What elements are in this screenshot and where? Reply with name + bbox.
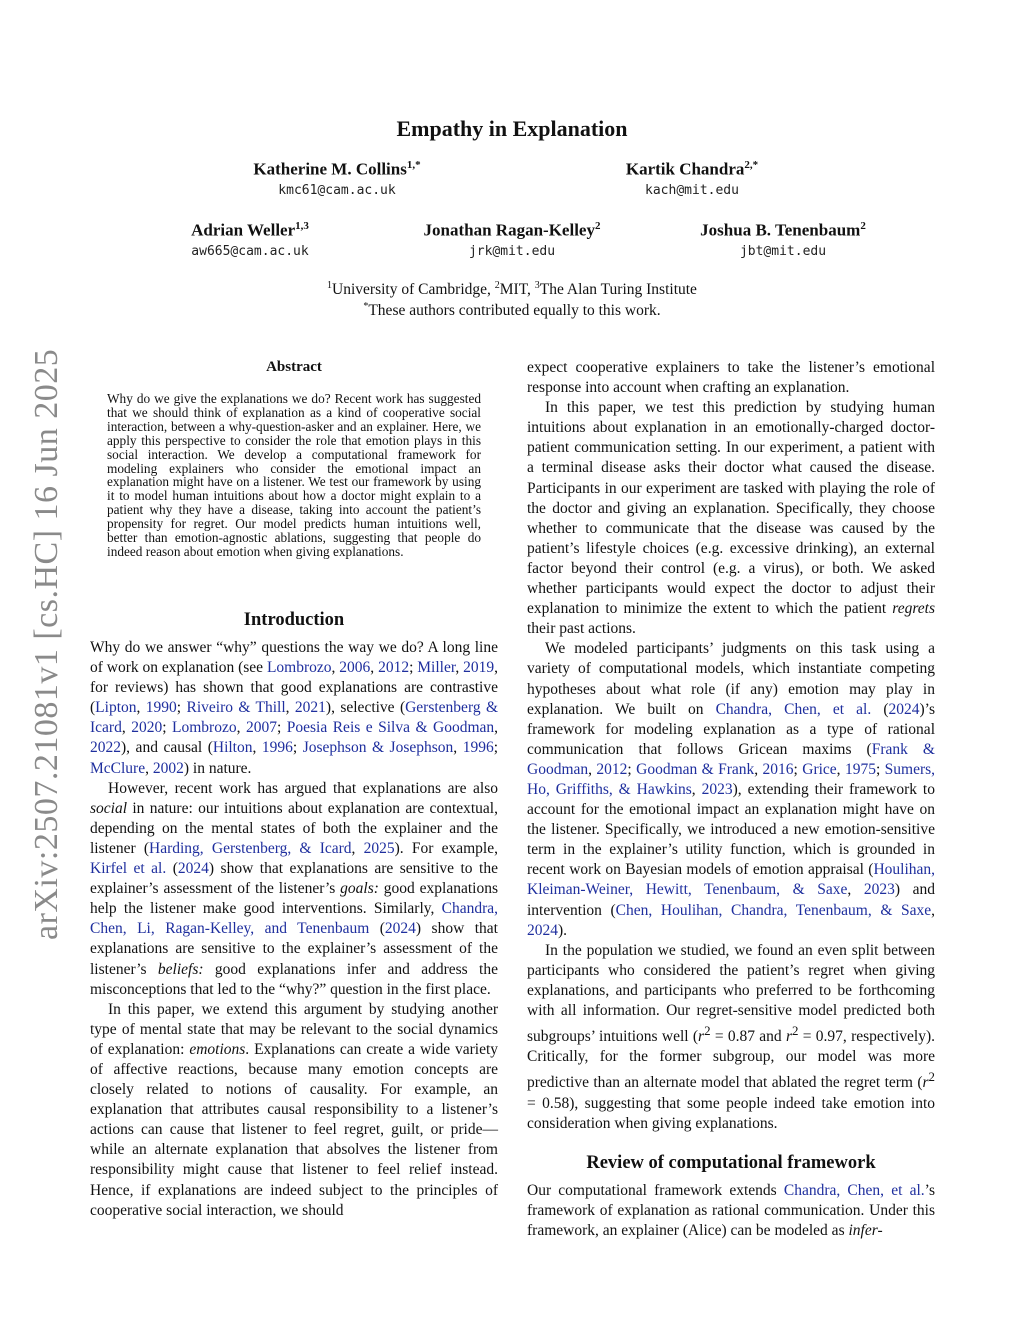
author-ragan-kelley	[397, 220, 627, 259]
emphasis: beliefs:	[157, 960, 204, 978]
affiliations	[0, 280, 1024, 299]
citation-link[interactable]: 2016	[762, 760, 794, 778]
text: . Explanations can create a wide variety of affective reactions, because many emotion concepts are closely related to notions of causality. For example, an explanation that attributes causal responsibility to a listener’s actions can cause that listener to feel regret, guilt, or pride—while an alternate explanation that absolves the listener from responsibility might cause that listener to feel relief instead. Hence, if explanations are indeed subject to the principles of cooperative social interaction, we should	[90, 1040, 499, 1219]
right-paragraph-2	[527, 398, 935, 639]
citation-link[interactable]: 2024	[384, 920, 416, 938]
citation-link[interactable]: 2007	[245, 719, 277, 737]
affil-text: The Alan Turing Institute	[539, 281, 697, 299]
text: ,	[136, 699, 146, 717]
right-paragraph-3	[527, 639, 935, 940]
text: ,	[494, 719, 499, 737]
text: ,	[331, 659, 340, 677]
author-name: Jonathan Ragan-Kelley	[423, 220, 595, 240]
author-collins	[232, 159, 442, 198]
affil-text: MIT,	[499, 281, 535, 299]
citation-link[interactable]: Lombrozo	[172, 719, 237, 737]
citation-link[interactable]: 2024	[527, 921, 558, 939]
text: ;	[162, 719, 173, 737]
text: We modeled participants’ judgments on this task using a variety of computational models, which instantiate competing hypotheses about what role (if any) emotion may play in explanation. We built on	[527, 640, 935, 718]
author-name: Kartik Chandra	[625, 159, 745, 179]
text: ;	[875, 760, 885, 778]
text: ;	[627, 760, 637, 778]
text: ) show that explanations are sensitive to the explainer’s assessment of the listener’s	[90, 860, 498, 898]
citation-link[interactable]: 2006	[339, 659, 371, 677]
text: ’s framework of explanation as rational communication. Under this framework, an explainer (Alice) can be modeled as	[527, 1182, 935, 1240]
author-weller	[155, 220, 345, 259]
citation-link[interactable]: Chandra, Chen, et al.	[783, 1182, 925, 1199]
text: ), and causal (	[121, 739, 213, 757]
citation-link[interactable]: 2023	[701, 780, 733, 798]
citation-link[interactable]: Grice	[802, 760, 837, 778]
text: in nature: our intuitions about explanation are contextual, depending on the mental states of both the explainer and the listener (	[90, 799, 498, 857]
text: good explanations infer and address the misconceptions that led to the “why?” question in the first place.	[90, 960, 498, 998]
author-affil-sup: 2	[594, 220, 601, 232]
citation-link[interactable]: Frank & Goodman	[527, 740, 935, 778]
author-chandra	[597, 159, 787, 198]
citation-link[interactable]: 2019	[463, 659, 495, 677]
text: ;	[292, 739, 303, 757]
citation-link[interactable]: Sumers, Ho, Griffiths, & Hawkins	[527, 760, 936, 798]
author-name: Adrian Weller	[191, 220, 296, 240]
introduction-heading: Introduction	[243, 610, 345, 630]
text: ;	[793, 760, 803, 778]
emphasis: infer-	[848, 1222, 883, 1240]
author-name: Katherine M. Collins	[253, 159, 407, 179]
abstract-heading: Abstract	[266, 359, 322, 375]
citation-link[interactable]: McClure	[90, 759, 146, 777]
text: In the population we studied, we found an even split between participants who considered the patient’s regret when giving explanations, and participants who preferred to be forthcoming with all information. Our regret-sensitive model predicted both subgroups’ intuitions well (	[527, 941, 935, 1046]
text: Why do we answer “why” questions the way we do? A long line of work on explanation (see	[90, 639, 498, 677]
emphasis: social	[90, 799, 128, 817]
text: ), selective (	[325, 699, 406, 717]
math-sup: 2	[792, 1023, 799, 1039]
citation-link[interactable]: Goodman & Frank	[636, 760, 755, 778]
author-email[interactable]: kach@mit.edu	[645, 182, 739, 198]
math-var: r	[698, 1028, 705, 1046]
affil-sup: 3	[534, 280, 540, 291]
abstract-text: Why do we give the explanations we do? Recent work has suggested that we should think of explanation as a kind of cooperative social interaction, between a why-question-asker and an explainer. Here, we apply this perspective to consider the role that emotion plays in this social interaction. We develop a computational framework for modeling explainers who consider the emotional impact an explanation might have on a listener. We test our framework by using it to model human intuitions about how a doctor might explain to a patient why they have a disease, taking into account the patient’s propensity for regret. Our model predicts human intuitions well, better than emotion-agnostic ablations, suggesting that people do indeed reason about emotion when giving explanations.	[107, 391, 481, 559]
citation-link[interactable]: 2021	[294, 699, 326, 717]
text: good explanations help the listener make good interventions. Similarly,	[90, 880, 498, 918]
author-email[interactable]: jbt@mit.edu	[739, 243, 827, 259]
text: ), extending their framework to account for the emotional impact an explanation might have on the listener. Specifically, we introduced a new emotion-sensitive term in the explainer’s utility function, which is grounded in recent work on Bayesian models of emotion appraisal (	[527, 780, 935, 879]
citation-link[interactable]: 2020	[131, 719, 163, 737]
citation-link[interactable]: 1996	[261, 739, 293, 757]
text: ,	[252, 739, 262, 757]
review-heading: Review of computational framework	[586, 1153, 876, 1173]
text: ,	[691, 780, 702, 798]
text: ,	[455, 659, 464, 677]
equal-contribution-note	[0, 301, 1024, 320]
text: ,	[847, 881, 864, 899]
text: ,	[236, 719, 246, 737]
text: ,	[836, 760, 845, 778]
author-affil-sup: 2	[860, 220, 866, 232]
text: However, recent work has argued that explanations are also	[108, 779, 498, 797]
citation-link[interactable]: Hilton	[212, 739, 253, 757]
text: ;	[276, 719, 287, 737]
text: ;	[176, 699, 187, 717]
citation-link[interactable]: Chandra, Chen, et al.	[715, 700, 872, 718]
author-tenenbaum	[672, 220, 894, 259]
author-affil-sup: 1,3	[295, 220, 309, 232]
math-value: = 0.97	[798, 1028, 843, 1046]
citation-link[interactable]: Miller	[417, 659, 456, 677]
emphasis: goals:	[340, 880, 379, 898]
citation-link[interactable]: 1996	[462, 739, 494, 757]
affil-text: University of Cambridge,	[332, 281, 495, 299]
math-var: r	[785, 1028, 792, 1046]
text: , for reviews) has shown that good explanations are contrastive (	[90, 659, 499, 717]
text: ,	[351, 839, 364, 857]
emphasis: emotions	[189, 1040, 246, 1058]
text: (	[369, 920, 385, 938]
text: ;	[409, 659, 418, 677]
left-column	[90, 638, 498, 1221]
citation-link[interactable]: Chandra, Chen, Li, Ragan-Kelley, and Tenenbaum	[90, 900, 498, 938]
text: In this paper, we test this prediction by studying human intuitions about explanation in an emotionally-charged doctor-patient communication setting. In our experiment, a patient with a terminal disease asks their doctor what caused the disease. Participants in our experiment are tasked with playing the role of the doctor and giving an explanation. Specifically, they choose whether to communicate that the disease was caused by the patient’s lifestyle choices (e.g. excessive drinking), an external factor beyond their control (e.g. a virus), or both. We asked whether participants would expect the doctor to adjust their explanation to minimize the extent to which the patient	[527, 399, 935, 618]
text: ,	[453, 739, 463, 757]
math-var: r	[922, 1074, 929, 1092]
text: ,	[370, 659, 379, 677]
text: )’s framework for modeling explanation as a type of rational communication that follows Gricean maxims (	[527, 700, 935, 758]
text: (	[166, 860, 178, 878]
right-paragraph-1: expect cooperative explainers to take the listener’s emotional response into account when crafting an explanation.	[527, 359, 935, 397]
citation-link[interactable]: Harding, Gerstenberg, & Icard	[149, 839, 352, 857]
text: ,	[931, 901, 935, 919]
arxiv-stamp: arXiv:2507.21081v1 [cs.HC] 16 Jun 2025	[28, 348, 65, 940]
citation-link[interactable]: 1975	[844, 760, 876, 778]
citation-link[interactable]: Josephson & Josephson	[302, 739, 454, 757]
citation-link[interactable]: Lipton	[95, 699, 137, 717]
author-affil-sup: 2,*	[744, 159, 759, 171]
intro-paragraph-1	[90, 638, 498, 779]
emphasis: regrets	[892, 600, 935, 618]
equal-text: These authors contributed equally to this work.	[368, 302, 661, 320]
math-value: = 0.58	[527, 1094, 570, 1112]
text: ,	[754, 760, 763, 778]
citation-link[interactable]: 2023	[863, 881, 895, 899]
text: , respectively). Critically, for the former subgroup, our model was more predictive than an alternate model that ablated the regret term (	[527, 1028, 935, 1092]
text: (	[871, 700, 889, 718]
right-paragraph-4	[527, 941, 935, 1134]
text: ,	[588, 760, 597, 778]
text: ,	[121, 719, 132, 737]
citation-link[interactable]: Houlihan, Kleiman-Weiner, Hewitt, Tenenbaum, & Saxe	[527, 861, 935, 899]
text: and	[754, 1028, 786, 1046]
author-email[interactable]: kmc61@cam.ac.uk	[278, 182, 396, 198]
author-name: Joshua B. Tenenbaum	[700, 220, 861, 240]
author-email[interactable]: aw665@cam.ac.uk	[191, 243, 309, 259]
citation-link[interactable]: Kirfel et al.	[90, 860, 167, 878]
math-value: = 0.87	[710, 1028, 755, 1046]
equal-sup: *	[363, 301, 369, 312]
citation-link[interactable]: 2002	[152, 759, 184, 777]
citation-link[interactable]: 2012	[378, 659, 410, 677]
text: their past actions.	[527, 620, 636, 638]
text: ). For example,	[394, 839, 498, 857]
citation-link[interactable]: 2022	[90, 739, 121, 757]
citation-link[interactable]: Riveiro & Thill	[186, 699, 286, 717]
author-affil-sup: 1,*	[406, 159, 421, 171]
citation-link[interactable]: 2012	[596, 760, 628, 778]
text: ) and intervention (	[527, 881, 936, 919]
text: ,	[285, 699, 295, 717]
intro-paragraph-2	[90, 779, 498, 1000]
math-sup: 2	[704, 1023, 711, 1039]
text: In this paper, we extend this argument by studying another type of mental state that may be relevant to the social dynamics of explanation:	[90, 1000, 498, 1058]
review-paragraph	[527, 1181, 935, 1241]
text: Our computational framework extends	[527, 1182, 784, 1199]
right-column-bottom	[527, 1181, 935, 1241]
right-column	[527, 358, 935, 1134]
author-email[interactable]: jrk@mit.edu	[468, 243, 556, 259]
citation-link[interactable]: Gerstenberg & Icard	[90, 699, 499, 737]
citation-link[interactable]: Poesia Reis e Silva & Goodman	[286, 719, 495, 737]
citation-link[interactable]: Lombrozo	[266, 659, 332, 677]
math-sup: 2	[928, 1069, 935, 1085]
affil-sup: 1	[327, 280, 333, 291]
text: ) show that explanations are sensitive to the explainer’s assessment of the listener’s	[90, 920, 498, 978]
affil-sup: 2	[494, 280, 500, 291]
text: ).	[558, 921, 568, 939]
citation-link[interactable]: 1990	[145, 699, 177, 717]
citation-link[interactable]: 2025	[363, 839, 395, 857]
citation-link[interactable]: 2024	[177, 860, 209, 878]
citation-link[interactable]: Chen, Houlihan, Chandra, Tenenbaum, & Saxe	[615, 901, 932, 919]
paper-title: Empathy in Explanation	[396, 116, 628, 141]
text: ,	[145, 759, 153, 777]
text: ), suggesting that some people indeed take emotion into consideration when giving explanations.	[527, 1094, 935, 1132]
intro-paragraph-3	[90, 1000, 498, 1221]
citation-link[interactable]: 2024	[888, 700, 920, 718]
text: ) in nature.	[183, 759, 252, 777]
text: ;	[493, 739, 499, 757]
